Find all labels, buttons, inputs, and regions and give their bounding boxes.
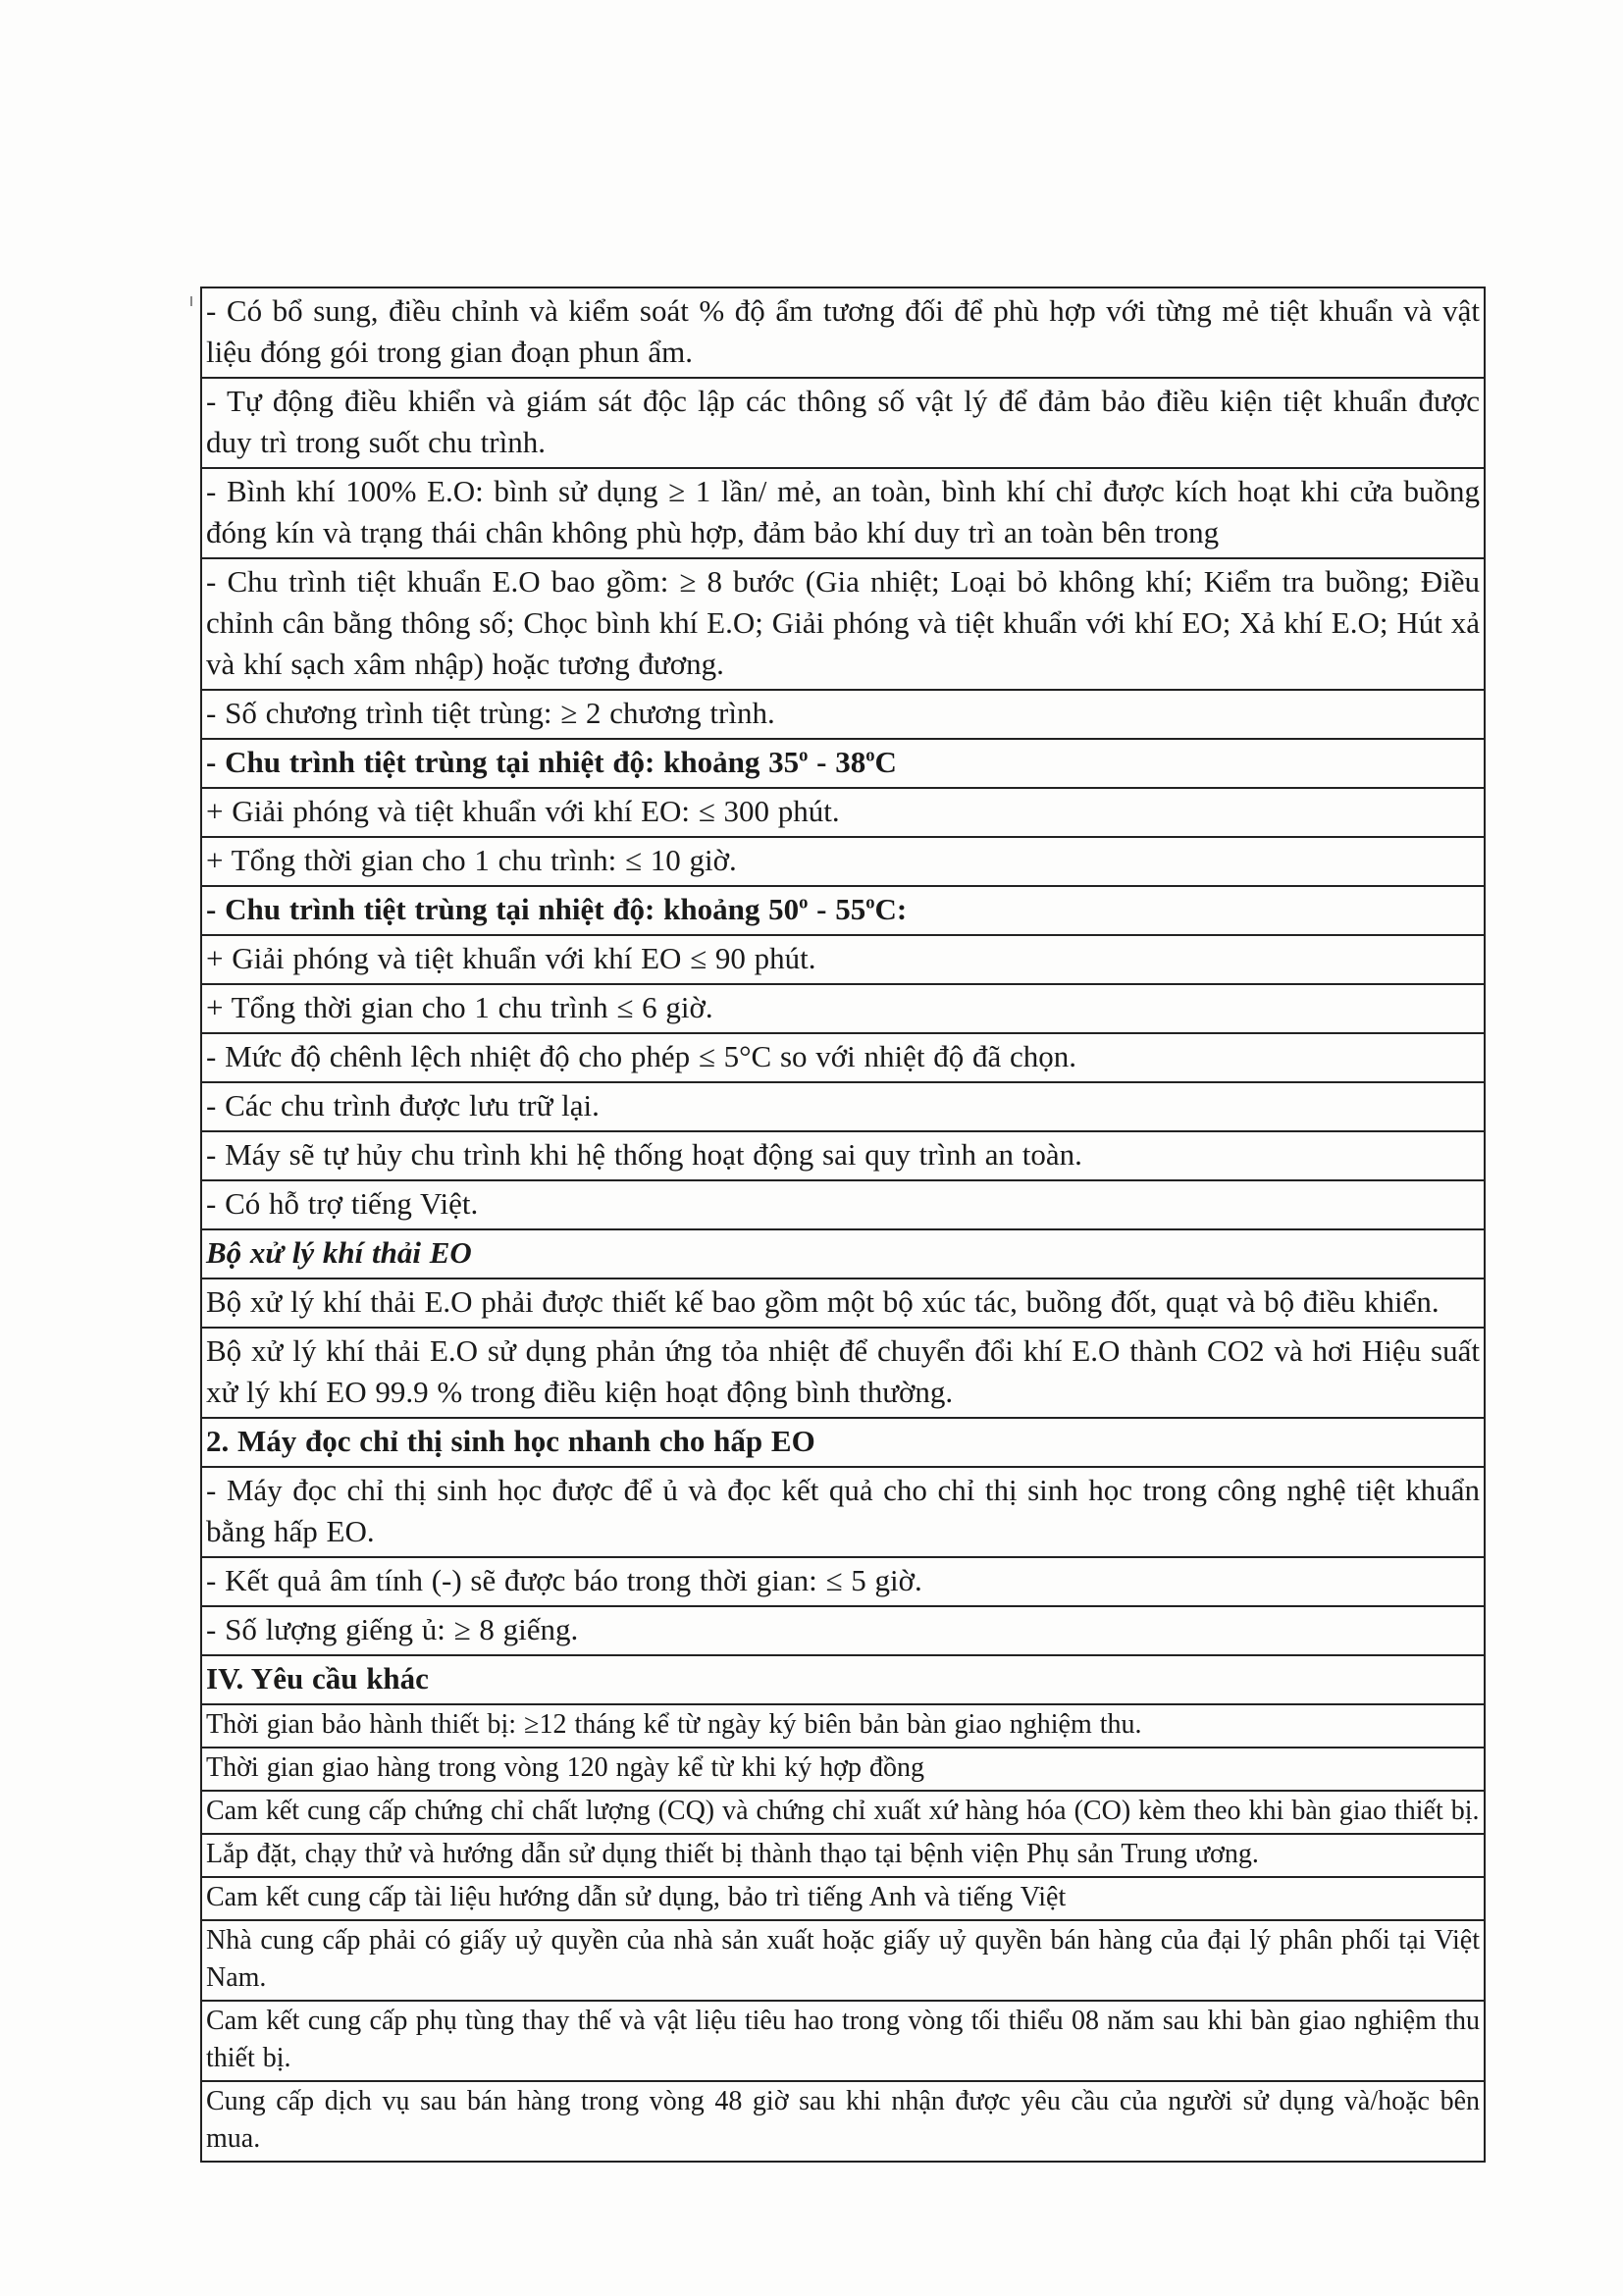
cycle-heading-50-55: - Chu trình tiệt trùng tại nhiệt độ: khoảng 50$^o$ - 55$^o$C: [202,885,1484,934]
spec-row: + Giải phóng và tiệt khuẩn với khí EO: ≤ 300 phút. [202,787,1484,836]
requirement-row: Cam kết cung cấp phụ tùng thay thế và vật liệu tiêu hao trong vòng tối thiểu 08 năm sau khi bàn giao nghiệm thu thiết bị. [202,2000,1484,2080]
spec-row: - Tự động điều khiển và giám sát độc lập các thông số vật lý để đảm bảo điều kiện tiệt khuẩn được duy trì trong suốt chu trình. [202,377,1484,467]
requirement-row: Lắp đặt, chạy thử và hướng dẫn sử dụng thiết bị thành thạo tại bệnh viện Phụ sản Trung ương. [202,1833,1484,1876]
spec-row: - Mức độ chênh lệch nhiệt độ cho phép ≤ 5°C so với nhiệt độ đã chọn. [202,1032,1484,1081]
spec-row: Bộ xử lý khí thải E.O sử dụng phản ứng tỏa nhiệt để chuyển đổi khí E.O thành CO2 và hơi Hiệu suất xử lý khí EO 99.9 % trong điều kiện hoạt động bình thường. [202,1327,1484,1417]
spec-row: - Kết quả âm tính (-) sẽ được báo trong thời gian: ≤ 5 giờ. [202,1556,1484,1605]
section-heading-bi-reader: 2. Máy đọc chỉ thị sinh học nhanh cho hấp EO [202,1417,1484,1466]
scan-mark [190,296,192,306]
spec-row: - Chu trình tiệt khuẩn E.O bao gồm: ≥ 8 bước (Gia nhiệt; Loại bỏ không khí; Kiểm tra buồng; Điều chỉnh cân bằng thông số; Chọc bình khí E.O; Giải phóng và tiệt khuẩn với khí EO; Xả khí E.O; Hút xả và khí sạch xâm nhập) hoặc tương đương. [202,557,1484,689]
spec-table [200,287,1486,2163]
spec-row: - Có hỗ trợ tiếng Việt. [202,1179,1484,1228]
requirement-row: Cung cấp dịch vụ sau bán hàng trong vòng 48 giờ sau khi nhận được yêu cầu của người sử dụng và/hoặc bên mua. [202,2080,1484,2161]
section-heading-other-requirements: IV. Yêu cầu khác [202,1654,1484,1703]
spec-row: - Các chu trình được lưu trữ lại. [202,1081,1484,1130]
requirement-row: Nhà cung cấp phải có giấy uỷ quyền của nhà sản xuất hoặc giấy uỷ quyền bán hàng của đại lý phân phối tại Việt Nam. [202,1919,1484,2000]
spec-row: + Giải phóng và tiệt khuẩn với khí EO ≤ 90 phút. [202,934,1484,983]
spec-row: - Bình khí 100% E.O: bình sử dụng ≥ 1 lần/ mẻ, an toàn, bình khí chỉ được kích hoạt khi cửa buồng đóng kín và trạng thái chân không phù hợp, đảm bảo khí duy trì an toàn bên trong [202,467,1484,557]
cycle-heading-35-38: - Chu trình tiệt trùng tại nhiệt độ: khoảng 35$^o$ - 38$^o$C [202,738,1484,787]
requirement-row: Thời gian bảo hành thiết bị: ≥12 tháng kể từ ngày ký biên bản bàn giao nghiệm thu. [202,1703,1484,1747]
spec-row: - Số chương trình tiệt trùng: ≥ 2 chương trình. [202,689,1484,738]
spec-row: - Có bổ sung, điều chỉnh và kiểm soát % độ ẩm tương đối để phù hợp với từng mẻ tiệt khuẩn và vật liệu đóng gói trong gian đoạn phun ẩm. [202,287,1484,377]
requirement-row: Cam kết cung cấp tài liệu hướng dẫn sử dụng, bảo trì tiếng Anh và tiếng Việt [202,1876,1484,1919]
requirement-row: Thời gian giao hàng trong vòng 120 ngày kể từ khi ký hợp đồng [202,1747,1484,1790]
spec-row: + Tổng thời gian cho 1 chu trình: ≤ 10 giờ. [202,836,1484,885]
spec-row: - Số lượng giếng ủ: ≥ 8 giếng. [202,1605,1484,1654]
spec-row: - Máy sẽ tự hủy chu trình khi hệ thống hoạt động sai quy trình an toàn. [202,1130,1484,1179]
spec-row: Bộ xử lý khí thải E.O phải được thiết kế bao gồm một bộ xúc tác, buồng đốt, quạt và bộ điều khiển. [202,1278,1484,1327]
requirement-row: Cam kết cung cấp chứng chỉ chất lượng (CQ) và chứng chỉ xuất xứ hàng hóa (CO) kèm theo khi bàn giao thiết bị. [202,1790,1484,1833]
spec-row: - Máy đọc chỉ thị sinh học được để ủ và đọc kết quả cho chỉ thị sinh học trong công nghệ tiệt khuẩn bằng hấp EO. [202,1466,1484,1556]
section-heading-exhaust: Bộ xử lý khí thải EO [202,1228,1484,1278]
spec-row: + Tổng thời gian cho 1 chu trình ≤ 6 giờ. [202,983,1484,1032]
